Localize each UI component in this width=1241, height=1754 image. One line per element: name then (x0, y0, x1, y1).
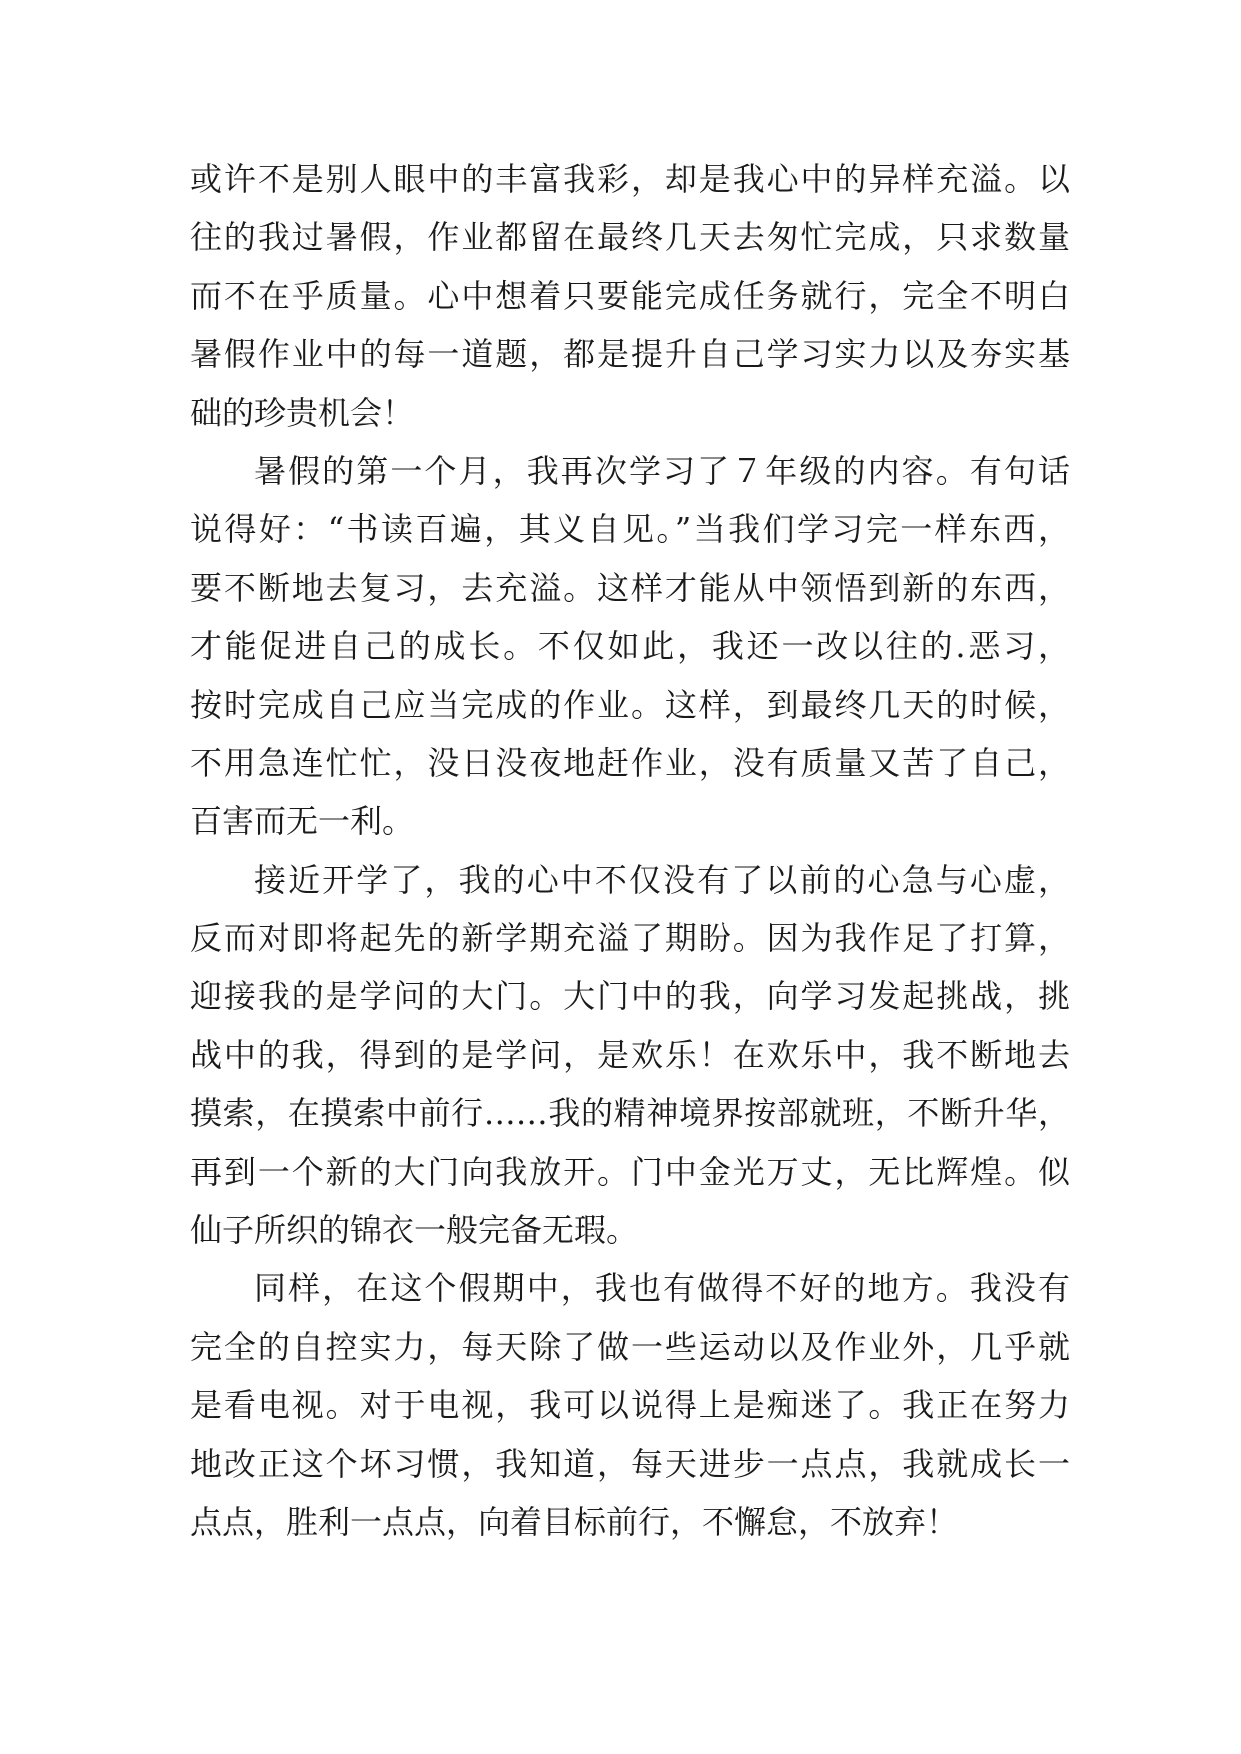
paragraph-4-line-1: 同样，在这个假期中，我也有做得不好的地方。我没有 (254, 1269, 1070, 1308)
paragraph-3-line-4: 战中的我，得到的是学问，是欢乐！在欢乐中，我不断地去 (190, 1035, 1070, 1074)
paragraph-1-line-5: 础的珍贵机会！ (190, 393, 415, 432)
paragraph-3-line-7: 仙子所织的锦衣一般完备无瑕。 (190, 1211, 639, 1250)
paragraph-4-line-5: 点点，胜利一点点，向着目标前行，不懈怠，不放弃！ (190, 1502, 959, 1541)
paragraph-1 (190, 150, 1070, 442)
paragraph-1-line-1: 或许不是别人眼中的丰富我彩，却是我心中的异样充溢。以 (190, 160, 1070, 198)
paragraph-2-line-6: 不用急连忙忙，没日没夜地赶作业，没有质量又苦了自己， (190, 743, 1070, 782)
paragraph-3-line-1: 接近开学了，我的心中不仅没有了以前的心急与心虚， (254, 860, 1070, 899)
paragraph-1-line-4: 暑假作业中的每一道题，都是提升自己学习实力以及夯实基 (190, 335, 1070, 374)
paragraph-2-line-2: 说得好：“书读百遍，其义自见。”当我们学习完一样东西， (190, 510, 1070, 549)
paragraph-1-line-2: 往的我过暑假，作业都留在最终几天去匆忙完成，只求数量 (190, 218, 1070, 257)
paragraph-3-line-2: 反而对即将起先的新学期充溢了期盼。因为我作足了打算， (190, 919, 1070, 958)
paragraph-2-line-1: 暑假的第一个月，我再次学习了７年级的内容。有句话 (254, 451, 1070, 490)
document-body (190, 150, 1070, 1551)
paragraph-4 (190, 1259, 1070, 1551)
paragraph-2-line-3: 要不断地去复习，去充溢。这样才能从中领悟到新的东西， (190, 568, 1070, 607)
paragraph-2-line-5: 按时完成自己应当完成的作业。这样，到最终几天的时候， (190, 685, 1070, 724)
paragraph-3-line-3: 迎接我的是学问的大门。大门中的我，向学习发起挑战，挑 (190, 977, 1070, 1016)
paragraph-4-line-3: 是看电视。对于电视，我可以说得上是痴迷了。我正在努力 (190, 1386, 1070, 1425)
paragraph-3-line-6: 再到一个新的大门向我放开。门中金光万丈，无比辉煌。似 (190, 1152, 1070, 1191)
paragraph-4-line-4: 地改正这个坏习惯，我知道，每天进步一点点，我就成长一 (190, 1444, 1070, 1483)
paragraph-2 (190, 442, 1070, 851)
paragraph-4-line-2: 完全的自控实力，每天除了做一些运动以及作业外，几乎就 (190, 1327, 1070, 1366)
paragraph-3 (190, 851, 1070, 1260)
paragraph-2-line-4: 才能促进自己的成长。不仅如此，我还一改以往的.恶习， (190, 627, 1070, 666)
paragraph-2-line-7: 百害而无一利。 (190, 802, 415, 841)
paragraph-3-line-5: 摸索，在摸索中前行……我的精神境界按部就班，不断升华， (190, 1094, 1070, 1133)
paragraph-1-line-3: 而不在乎质量。心中想着只要能完成任务就行，完全不明白 (190, 276, 1070, 315)
